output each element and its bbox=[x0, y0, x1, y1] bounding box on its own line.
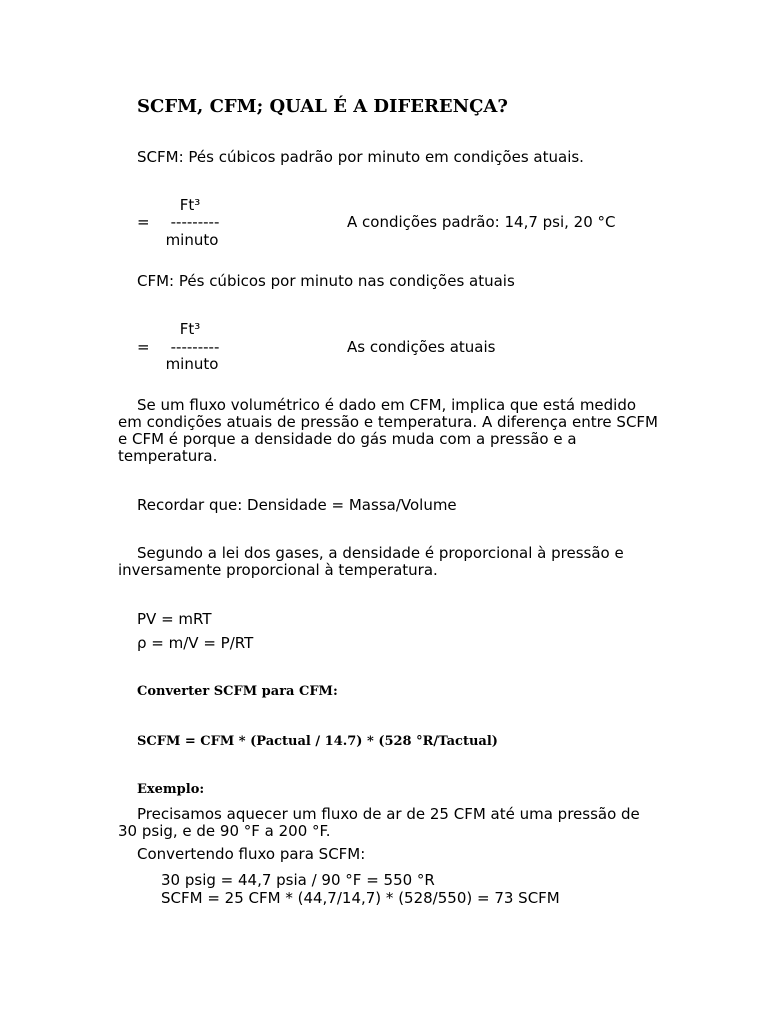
flow-paragraph: Se um fluxo volumétrico é dado em CFM, implica que está medido em condições atuais de pressão e temperatura. A diferença entre SCFM e CFM é porque a densidade do gás muda com a pressão e a temperatura. bbox=[118, 396, 658, 465]
bullet-text: SCFM = 25 CFM * (44,7/14,7) * (528/550) = 73 SCFM bbox=[161, 889, 560, 907]
example-heading: Exemplo: bbox=[137, 782, 205, 797]
formula1-bar: --------- bbox=[170, 213, 220, 231]
formula2-note: As condições atuais bbox=[347, 338, 496, 356]
recall-line: Recordar que: Densidade = Massa/Volume bbox=[137, 496, 457, 514]
cfm-definition: CFM: Pés cúbicos por minuto nas condições atuais bbox=[137, 272, 515, 290]
example-paragraph: Precisamos aquecer um fluxo de ar de 25 CFM até uma pressão de 30 psig, e de 90 °F a 200 °F. bbox=[118, 805, 640, 840]
list-item bbox=[161, 872, 435, 889]
convert-heading: Converter SCFM para CFM: bbox=[137, 684, 338, 699]
formula2-equals: = bbox=[137, 338, 150, 356]
list-item bbox=[161, 890, 560, 907]
bullet-text: 30 psig = 44,7 psia / 90 °F = 550 °R bbox=[161, 871, 435, 889]
formula1-note: A condições padrão: 14,7 psi, 20 °C bbox=[347, 213, 616, 231]
formula2-denominator: minuto bbox=[165, 355, 219, 373]
formula1-numerator: Ft³ bbox=[179, 196, 201, 214]
page-title: SCFM, CFM; QUAL É A DIFERENÇA? bbox=[137, 96, 508, 117]
equation-pv: PV = mRT bbox=[137, 610, 212, 628]
convert-formula: SCFM = CFM * (Pactual / 14.7) * (528 °R/Tactual) bbox=[137, 734, 498, 749]
formula2-bar: --------- bbox=[170, 338, 220, 356]
converting-line: Convertendo fluxo para SCFM: bbox=[137, 845, 366, 863]
scfm-definition: SCFM: Pés cúbicos padrão por minuto em condições atuais. bbox=[137, 148, 584, 166]
equation-density: ρ = m/V = P/RT bbox=[137, 634, 254, 652]
formula1-denominator: minuto bbox=[165, 231, 219, 249]
formula1-equals: = bbox=[137, 213, 150, 231]
formula2-numerator: Ft³ bbox=[179, 320, 201, 338]
gas-law-paragraph: Segundo a lei dos gases, a densidade é proporcional à pressão e inversamente proporcional à temperatura. bbox=[118, 544, 624, 579]
